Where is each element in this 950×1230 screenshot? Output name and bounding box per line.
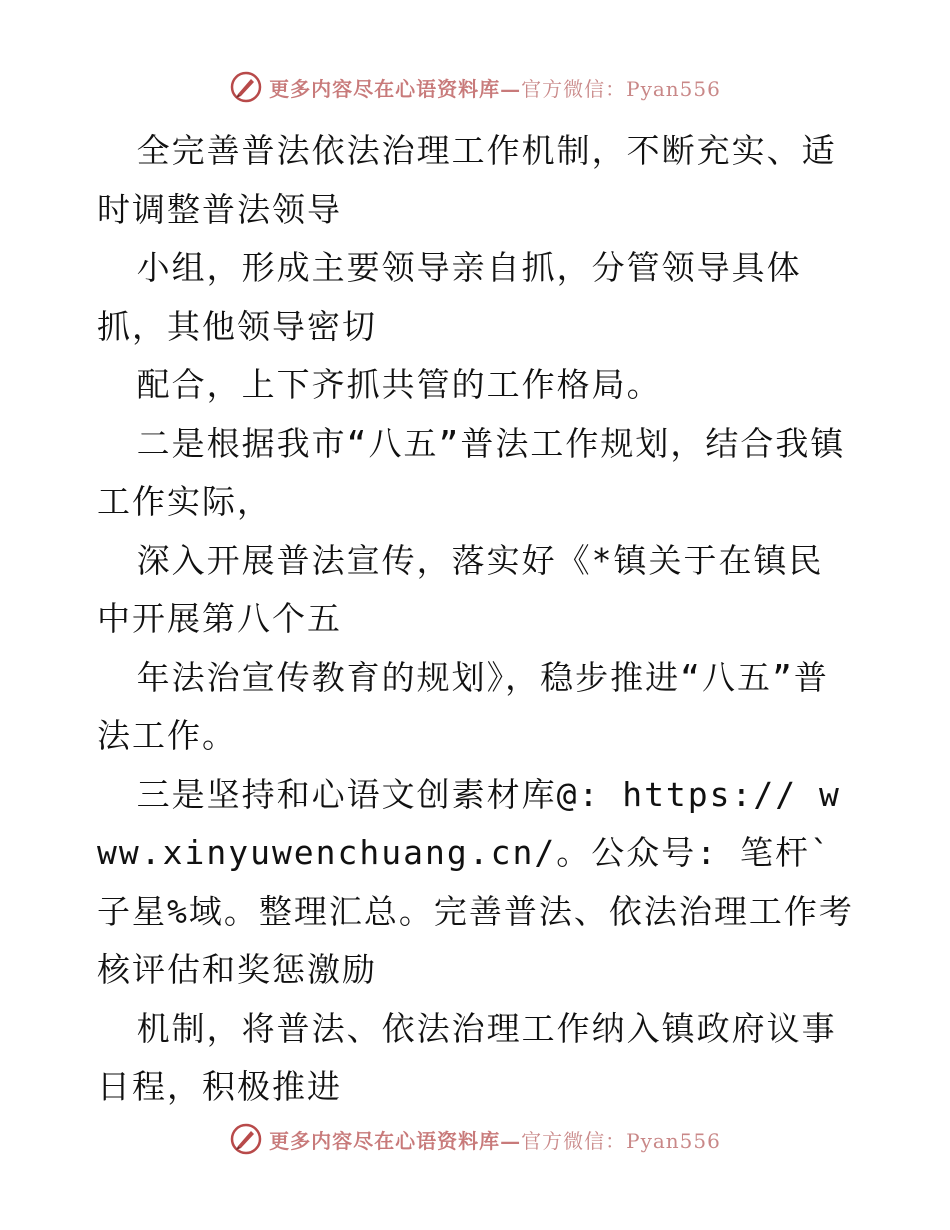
paragraph: 配合，上下齐抓共管的工作格局。 xyxy=(136,365,662,404)
paragraph: 全完善普法依法治理工作机制，不断充实、适时调整普法领导 xyxy=(97,131,837,229)
paragraph: 三是坚持和心语文创素材库@: https:// www.xinyuwenchuang.cn/。公众号: 笔杆`子星%域。整理汇总。完善普法、依法治理工作考核评估和奖惩激励 xyxy=(97,774,854,989)
paragraph: 二是根据我市“八五”普法工作规划，结合我镇工作实际， xyxy=(97,423,846,521)
footer-watermark-text: 更多内容尽在心语资料库—官方微信：Pyan556 xyxy=(269,1128,721,1153)
pen-logo-icon xyxy=(229,70,263,104)
paragraph: 年法治宣传教育的规划》，稳步推进“八五”普法工作。 xyxy=(97,657,829,755)
pen-logo-icon xyxy=(229,1122,263,1156)
header-watermark-text: 更多内容尽在心语资料库—官方微信：Pyan556 xyxy=(269,76,721,101)
footer-watermark xyxy=(0,1122,950,1156)
paragraph: 机制，将普法、依法治理工作纳入镇政府议事日程，积极推进 xyxy=(97,1008,837,1106)
header-watermark xyxy=(0,70,950,104)
paragraph: 深入开展普法宣传，落实好《*镇关于在镇民中开展第八个五 xyxy=(97,540,824,638)
document-body xyxy=(97,122,857,1117)
paragraph: 小组，形成主要领导亲自抓，分管领导具体抓，其他领导密切 xyxy=(97,248,802,346)
